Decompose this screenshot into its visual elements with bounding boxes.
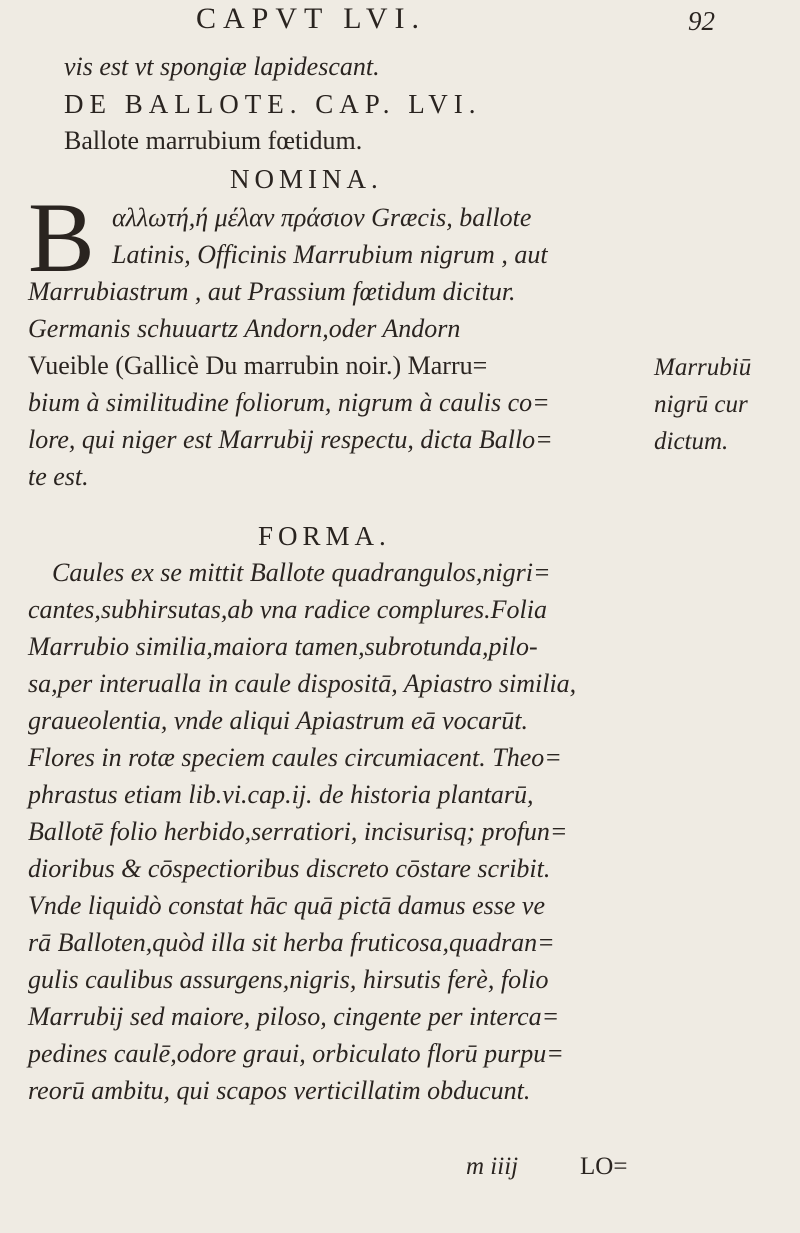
forma-line: rā Balloten,quòd illa sit herba fruticosa,quadran=	[28, 928, 555, 957]
chapter-title: DE BALLOTE. CAP. LVI.	[64, 89, 482, 119]
margin-note-line: nigrū cur	[654, 391, 748, 418]
folio-number: 92	[688, 6, 715, 36]
forma-line: Marrubio similia,maiora tamen,subrotunda,pilo-	[28, 632, 538, 661]
forma-line: Caules ex se mittit Ballote quadrangulos,nigri=	[52, 558, 551, 587]
margin-note-line: Marrubiū	[654, 354, 752, 381]
nomina-line: αλλωτή,ή μέλαν πράσιον Græcis, ballote	[112, 203, 532, 232]
nomina-line: bium à similitudine foliorum, nigrum à caulis co=	[28, 388, 550, 417]
page-header	[0, 0, 800, 42]
forma-line: pedines caulē,odore graui, orbiculato florū purpu=	[28, 1039, 564, 1068]
section-heading-forma: FORMA.	[258, 521, 391, 551]
forma-line: Marrubij sed maiore, piloso, cingente per interca=	[28, 1002, 560, 1031]
forma-line: phrastus etiam lib.vi.cap.ij. de historia plantarū,	[28, 780, 534, 809]
nomina-line: Vueible (Gallicè Du marrubin noir.) Marru=	[28, 351, 488, 380]
forma-line: reorū ambitu, qui scapos verticillatim obducunt.	[28, 1076, 531, 1105]
margin-note-line: dictum.	[654, 428, 729, 455]
forma-line: Ballotē folio herbido,serratiori, incisurisq; profun=	[28, 817, 568, 846]
drop-capital: B	[28, 182, 95, 293]
nomina-line: Latinis, Officinis Marrubium nigrum , aut	[112, 240, 548, 269]
nomina-line: Marrubiastrum , aut Prassium fœtidum dicitur.	[28, 277, 516, 306]
forma-line: cantes,subhirsutas,ab vna radice complures.Folia	[28, 595, 547, 624]
forma-line: gulis caulibus assurgens,nigris, hirsutis ferè, folio	[28, 965, 549, 994]
forma-line: sa,per interualla in caule dispositā, Apiastro similia,	[28, 669, 577, 698]
nomina-line: Germanis schuuartz Andorn,oder Andorn	[28, 314, 461, 343]
nomina-line: lore, qui niger est Marrubij respectu, dicta Ballo=	[28, 425, 553, 454]
catchword: LO=	[580, 1153, 628, 1180]
running-head: CAPVT LVI.	[196, 2, 427, 35]
nomina-line: te est.	[28, 462, 89, 491]
forma-line: graueolentia, vnde aliqui Apiastrum eā vocarūt.	[28, 706, 528, 735]
forma-line: dioribus & cōspectioribus discreto cōstare scribit.	[28, 854, 551, 883]
section-heading-nomina: NOMINA.	[230, 164, 383, 194]
signature-mark: m iiij	[466, 1153, 519, 1180]
forma-line: Vnde liquidò constat hāc quā pictā damus esse ve	[28, 891, 546, 920]
forma-line: Flores in rotæ speciem caules circumiacent. Theo=	[28, 743, 562, 772]
chapter-subtitle: Ballote marrubium fœtidum.	[64, 126, 363, 155]
intro-line: vis est vt spongiæ lapidescant.	[64, 52, 380, 81]
